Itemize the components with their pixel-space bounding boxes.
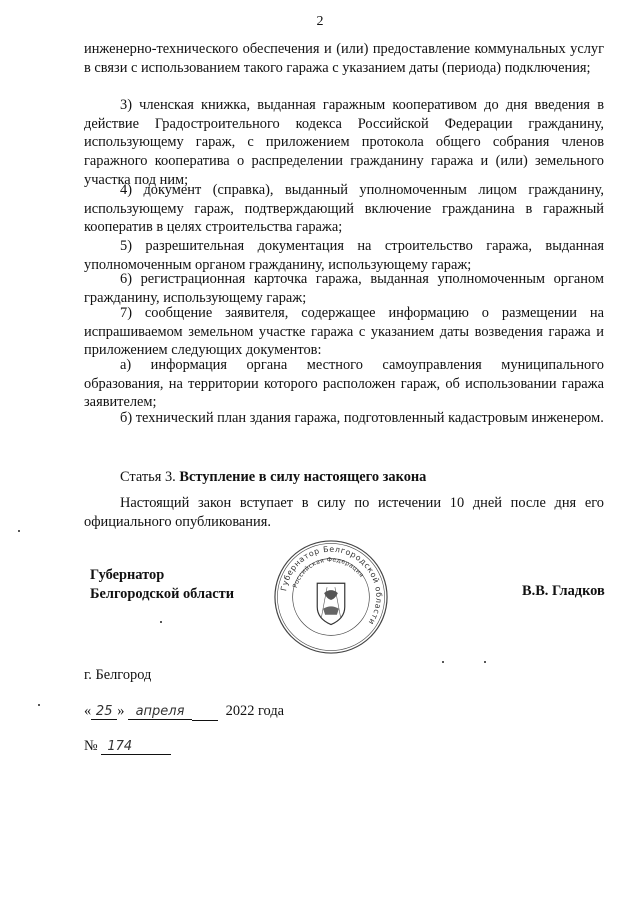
list-item-4: 4) документ (справка), выданный уполномоченным лицом гражданину, использующему гараж, подтверждающий включение гражданина в гаражный кооператив в целях строительства гаража; [84,182,604,236]
sub-item-a: а) информация органа местного самоуправления муниципального образования, на территории которого расположен гараж, об использовании гаража заявителем; [84,357,604,411]
date-month: апреля [128,704,192,720]
article-title: Вступление в силу настоящего закона [179,469,427,485]
scan-speck [160,621,162,623]
signing-place: г. Белгород [84,667,152,683]
date-close-quote: » [117,703,125,719]
date-year: 2022 года [225,703,285,719]
date-month-underline [192,703,218,721]
scan-speck [18,530,20,532]
number-value: 174 [101,739,171,755]
coat-of-arms-icon [317,583,345,624]
article-prefix: Статья 3. [120,469,180,485]
list-item-5: 5) разрешительная документация на строительство гаража, выданная уполномоченным органом гражданину, использующему гараж; [84,238,604,273]
signer-position-line1: Губернатор [90,567,165,583]
signing-date [84,703,284,721]
scan-speck [442,661,444,663]
scan-speck [484,661,486,663]
official-seal [272,538,390,656]
signer-name: В.В. Гладков [522,583,605,599]
scan-speck [38,704,40,706]
signer-position-line2: Белгородской области [90,586,235,602]
date-day: 25 [91,704,117,720]
sub-item-b: б) технический план здания гаража, подготовленный кадастровым инженером. [120,410,604,426]
list-item-7: 7) сообщение заявителя, содержащее информацию о размещении на испрашиваемом земельном участке гаража с указанием даты возведения гаража и приложением следующих документов: [84,305,604,359]
article-heading [120,468,426,487]
date-open-quote: « [84,703,92,719]
number-label: № [84,738,98,754]
signer-position [90,566,234,604]
list-item-6: 6) регистрационная карточка гаража, выданная уполномоченным органом гражданину, использующему гараж; [84,271,604,306]
page-number: 2 [316,14,324,29]
seal-inner-text: Российская Федерация [291,556,365,589]
article-text: Настоящий закон вступает в силу по истечении 10 дней после дня его официального опубликования. [84,495,604,530]
document-number [84,738,171,755]
list-item-3: 3) членская книжка, выданная гаражным кооперативом до дня введения в действие Градостроительного кодекса Российской Федерации гражданину, использующему гараж, с приложением протокола общего собрания членов гаражного кооператива о распределении гражданину гаража и (или) земельного участка под ним; [84,97,604,188]
seal-outer-text: Губернатор Белгородской области [279,544,384,627]
paragraph-continuation: инженерно-технического обеспечения и (или) предоставление коммунальных услуг в связи с использованием такого гаража с указанием даты (периода) подключения; [84,41,604,76]
